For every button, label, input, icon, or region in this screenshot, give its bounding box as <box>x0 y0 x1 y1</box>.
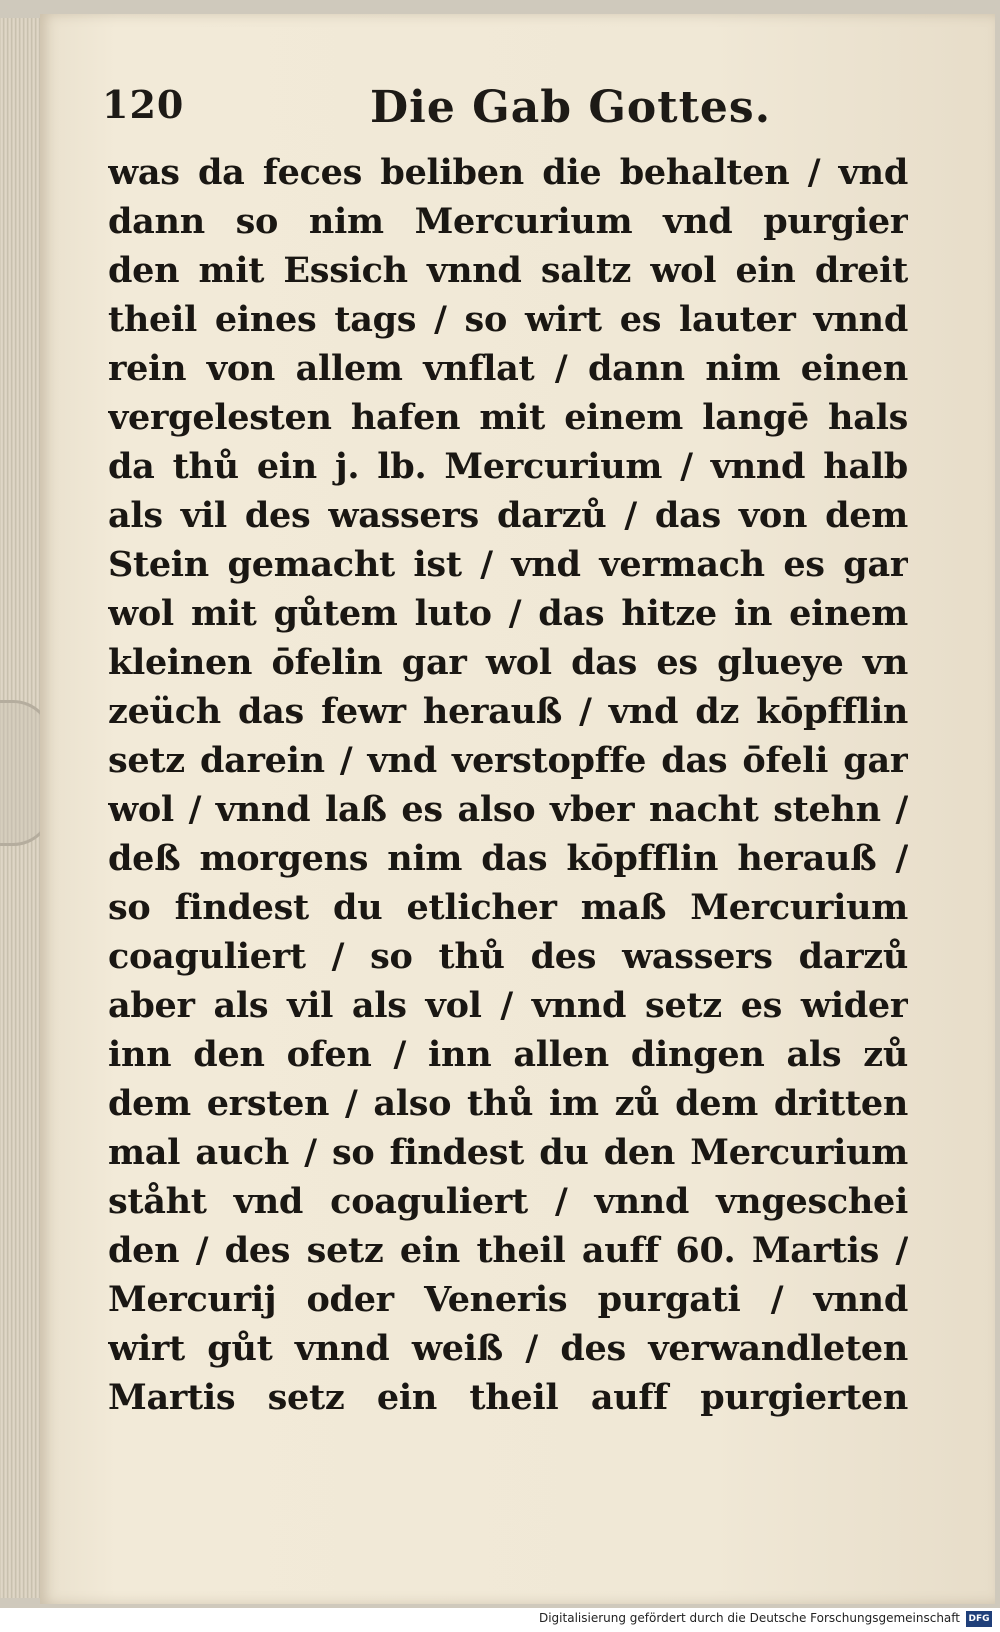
text-line: rein von allem vnflat / dann nim einen <box>108 348 908 389</box>
text-line: setz darein / vnd verstopffe das ōfeli gar <box>108 740 908 781</box>
text-line: coaguliert / so thů des wassers darzů <box>108 936 908 977</box>
text-line: Stein gemacht ist / vnd vermach es gar <box>108 544 908 585</box>
text-line: was da feces beliben die behalten / vnd <box>108 152 908 193</box>
funding-credit: Digitalisierung gefördert durch die Deutsche Forschungsgemeinschaft <box>538 1611 960 1625</box>
text-line: kleinen ōfelin gar wol das es glueye vn <box>108 642 908 683</box>
text-line: den / des setz ein theil auff 60. Martis / <box>108 1230 908 1271</box>
text-line: Martis setz ein theil auff purgierten <box>108 1377 908 1418</box>
text-line: deß morgens nim das kōpfflin herauß / <box>108 838 908 879</box>
text-line: theil eines tags / so wirt es lauter vnnd <box>108 299 908 340</box>
text-line: vergelesten hafen mit einem langē hals <box>108 397 908 438</box>
text-line: da thů ein j. lb. Mercurium / vnnd halb <box>108 446 908 487</box>
text-line: den mit Essich vnnd saltz wol ein dreit <box>108 250 908 291</box>
text-line: zeüch das fewr herauß / vnd dz kōpfflin <box>108 691 908 732</box>
text-line: dann so nim Mercurium vnd purgier <box>108 201 908 242</box>
text-line: dem ersten / also thů im zů dem dritten <box>108 1083 908 1124</box>
text-line: wol / vnnd laß es also vber nacht stehn / <box>108 789 908 830</box>
text-line: inn den ofen / inn allen dingen als zů <box>108 1034 908 1075</box>
text-line: als vil des wassers darzů / das von dem <box>108 495 908 536</box>
text-line: wol mit gůtem luto / das hitze in einem <box>108 593 908 634</box>
text-line: ståht vnd coaguliert / vnnd vngeschei <box>108 1181 908 1222</box>
text-line: aber als vil als vol / vnnd setz es wider <box>108 985 908 1026</box>
text-line: Mercurij oder Veneris purgati / vnnd <box>108 1279 908 1320</box>
page-header <box>102 82 902 142</box>
text-line: mal auch / so findest du den Mercurium <box>108 1132 908 1173</box>
body-text <box>108 148 908 1422</box>
running-title: Die Gab Gottes. <box>370 82 772 133</box>
dfg-logo: DFG <box>966 1611 992 1627</box>
digitization-footer <box>0 1608 1000 1632</box>
page-number: 120 <box>102 82 185 127</box>
text-line: wirt gůt vnnd weiß / des verwandleten <box>108 1328 908 1369</box>
text-line: so findest du etlicher maß Mercurium <box>108 887 908 928</box>
